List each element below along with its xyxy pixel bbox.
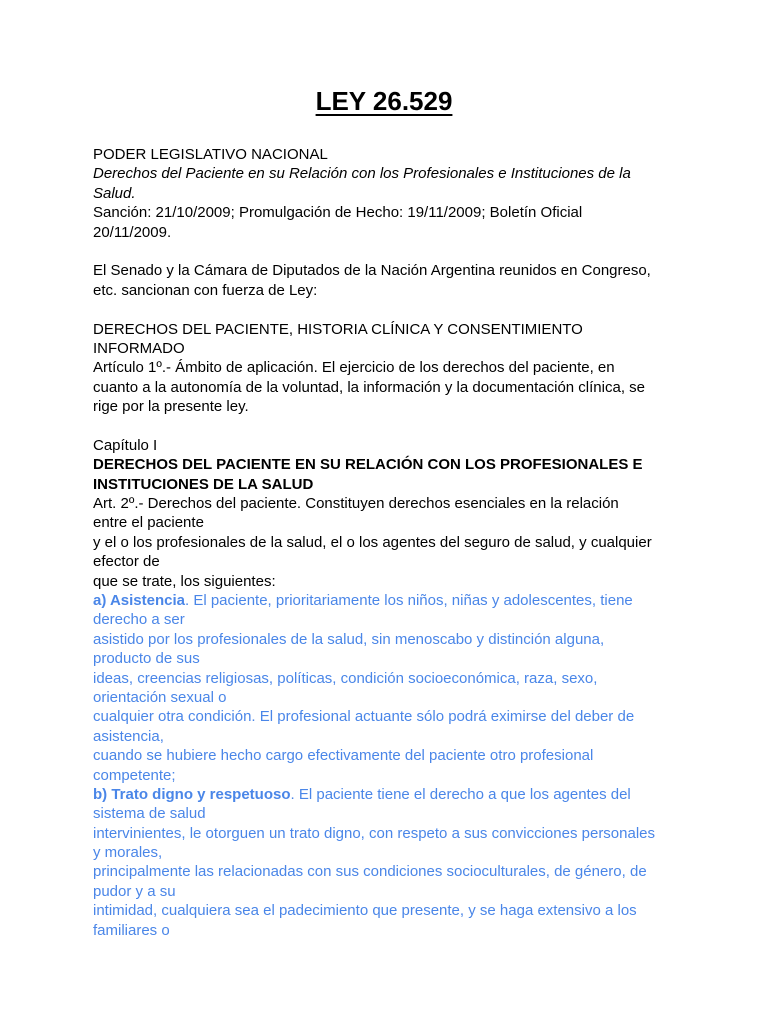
item-b-line: principalmente las relacionadas con sus condiciones socioculturales, de género, de bbox=[93, 863, 647, 881]
preamble-line: etc. sancionan con fuerza de Ley: bbox=[93, 281, 318, 299]
item-b-label: b) Trato digno y respetuoso bbox=[93, 785, 291, 803]
subtitle-line: Salud. bbox=[93, 184, 136, 202]
article-2-line: efector de bbox=[93, 553, 160, 571]
item-a-line: asistido por los profesionales de la salud, sin menoscabo y distinción alguna, bbox=[93, 630, 605, 648]
item-b-line: sistema de salud bbox=[93, 805, 206, 823]
item-b-line: intervinientes, le otorguen un trato digno, con respeto a sus convicciones personales bbox=[93, 824, 656, 842]
article-2-line: que se trate, los siguientes: bbox=[93, 572, 276, 590]
document-body bbox=[93, 145, 683, 940]
item-a-line bbox=[93, 591, 683, 610]
chapter-heading: INSTITUCIONES DE LA SALUD bbox=[93, 475, 314, 493]
chapter-label: Capítulo I bbox=[93, 436, 158, 454]
dates-line: Sanción: 21/10/2009; Promulgación de Hecho: 19/11/2009; Boletín Oficial bbox=[93, 204, 583, 222]
item-a-text: . El paciente, prioritariamente los niños, niñas y adolescentes, tiene bbox=[185, 591, 633, 609]
chapter-heading: DERECHOS DEL PACIENTE EN SU RELACIÓN CON LOS PROFESIONALES E bbox=[93, 456, 643, 474]
item-a-line: cualquier otra condición. El profesional actuante sólo podrá eximirse del deber de bbox=[93, 708, 635, 726]
preamble-line: El Senado y la Cámara de Diputados de la Nación Argentina reunidos en Congreso, bbox=[93, 262, 651, 280]
article-1-line: cuanto a la autonomía de la voluntad, la información y la documentación clínica, se bbox=[93, 378, 645, 396]
article-1-line: Artículo 1º.- Ámbito de aplicación. El ejercicio de los derechos del paciente, en bbox=[93, 359, 615, 377]
article-1-line: rige por la presente ley. bbox=[93, 398, 249, 416]
item-a-line: derecho a ser bbox=[93, 611, 185, 629]
spacer bbox=[93, 242, 683, 261]
item-a-line: asistencia, bbox=[93, 727, 164, 745]
org-line: PODER LEGISLATIVO NACIONAL bbox=[93, 146, 328, 163]
item-b-text: . El paciente tiene el derecho a que los agentes del bbox=[290, 785, 631, 803]
subtitle-line: Derechos del Paciente en su Relación con los Profesionales e Instituciones de la bbox=[93, 165, 631, 183]
spacer bbox=[93, 300, 683, 319]
item-b-line: pudor y a su bbox=[93, 882, 176, 900]
item-a-line: competente; bbox=[93, 766, 176, 784]
article-2-line: y el o los profesionales de la salud, el o los agentes del seguro de salud, y cualquier bbox=[93, 533, 652, 551]
section-heading: INFORMADO bbox=[93, 339, 185, 357]
item-b-line bbox=[93, 785, 683, 804]
section-heading: DERECHOS DEL PACIENTE, HISTORIA CLÍNICA Y CONSENTIMIENTO bbox=[93, 320, 583, 338]
item-a-line: producto de sus bbox=[93, 650, 200, 668]
spacer bbox=[93, 416, 683, 435]
item-a-line: cuando se hubiere hecho cargo efectivamente del paciente otro profesional bbox=[93, 747, 594, 765]
article-2-line: Art. 2º.- Derechos del paciente. Constituyen derechos esenciales en la relación bbox=[93, 495, 619, 513]
item-a-line: orientación sexual o bbox=[93, 688, 227, 706]
item-a-label: a) Asistencia bbox=[93, 591, 185, 609]
item-b-line: intimidad, cualquiera sea el padecimiento que presente, y se haga extensivo a los bbox=[93, 902, 637, 920]
item-a-line: ideas, creencias religiosas, políticas, condición socioeconómica, raza, sexo, bbox=[93, 669, 598, 687]
item-b-line: y morales, bbox=[93, 844, 163, 862]
law-title: LEY 26.529 bbox=[315, 86, 453, 116]
dates-line: 20/11/2009. bbox=[93, 223, 172, 241]
item-b-line: familiares o bbox=[93, 921, 170, 939]
article-2-line: entre el paciente bbox=[93, 514, 204, 532]
